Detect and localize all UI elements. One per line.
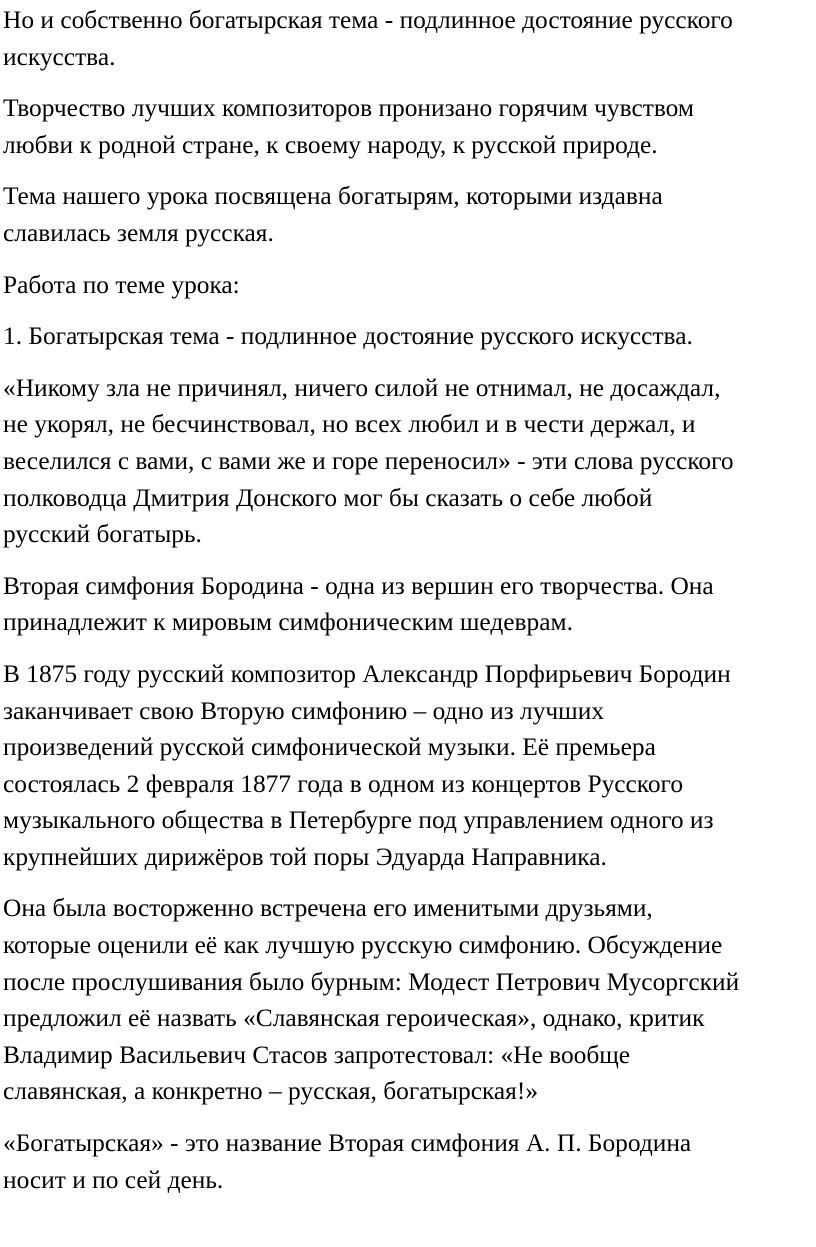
paragraph-intro: Но и собственно богатырская тема - подлинное достояние русского искусства. — [3, 6, 733, 71]
paragraph-premiere: В 1875 году русский композитор Александр Порфирьевич Бородин заканчивает свою Вторую симфонию – одно из лучших произведений русской симфонической музыки. Её премьера состоялась 2 февраля 1877 года в одном из концертов Русского музыкального общества в Петербурге под управлением одного из крупнейших дирижёров той поры Эдуарда Направника. — [3, 659, 731, 871]
paragraph-work-heading: Работа по теме урока: — [3, 270, 240, 299]
paragraph-bogatyrskaya-name: «Богатырская» - это название Вторая симфония А. П. Бородина носит и по сей день. — [3, 1129, 692, 1194]
paragraph-point-1: 1. Богатырская тема - подлинное достояние русского искусства. — [3, 322, 693, 351]
paragraph-composers: Творчество лучших композиторов пронизано горячим чувством любви к родной стране, к своему народу, к русской природе. — [3, 94, 694, 159]
paragraph-second-symphony: Вторая симфония Бородина - одна из вершин его творчества. Она принадлежит к мировым симфоническим шедеврам. — [3, 571, 714, 637]
paragraph-reception: Она была восторженно встречена его именитыми друзьями, которые оценили её как лучшую русскую симфонию. Обсуждение после прослушивания было бурным: Модест Петрович Мусоргский предложил её назвать «Славянская героическая», однако, критик Владимир Васильевич Стасов запротестовал: «Не вообще славянская, а конкретно – русская, богатырская!» — [3, 894, 740, 1106]
paragraph-donskoy-quote: «Никому зла не причинял, ничего силой не отнимал, не досаждал, не укорял, не бесчинствовал, но всех любил и в чести держал, и веселился с вами, с вами же и горе переносил» - эти слова русского полководца Дмитрия Донского мог бы сказать о себе любой русский богатырь. — [3, 373, 734, 549]
paragraph-lesson-topic: Тема нашего урока посвящена богатырям, которыми издавна славилась земля русская. — [3, 182, 663, 247]
